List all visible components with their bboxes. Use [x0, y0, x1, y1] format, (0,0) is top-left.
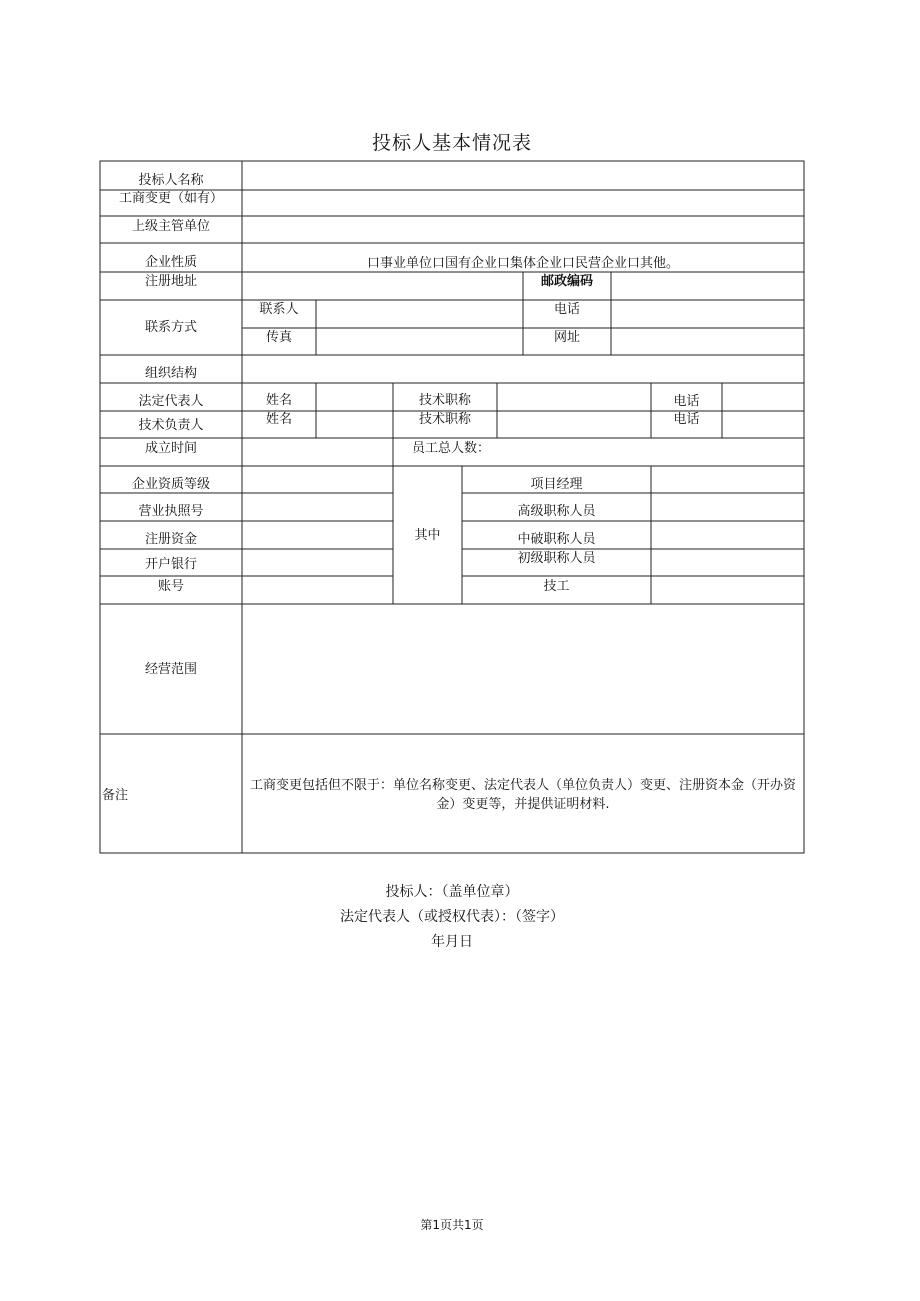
page-number: 第1页共1页: [420, 1218, 484, 1232]
label-established-time: 成立时间: [144, 441, 197, 456]
label-business-scope: 经营范围: [144, 662, 197, 677]
label-website: 网址: [553, 330, 580, 345]
label-fax: 传真: [265, 330, 292, 345]
label-account: 账号: [157, 579, 184, 594]
label-project-manager: 项目经理: [530, 477, 583, 492]
label-legal-rep-name: 姓名: [265, 393, 292, 408]
label-tech-lead: 技术负责人: [138, 418, 204, 433]
label-contact-person: 联系人: [259, 302, 299, 317]
label-tech-lead-phone: 电话: [673, 412, 700, 427]
label-tech-lead-title: 技术职称: [418, 412, 471, 427]
label-senior-title: 高级职称人员: [517, 504, 596, 519]
label-business-change: 工商变更（如有）: [118, 191, 223, 206]
label-legal-rep-title: 技术职称: [418, 393, 471, 408]
label-contact-method: 联系方式: [144, 320, 197, 335]
label-among-them: 其中: [414, 528, 441, 543]
page-title: 投标人基本情况表: [371, 132, 532, 154]
label-remarks: 备注: [102, 788, 129, 803]
label-registered-address: 注册地址: [144, 274, 197, 289]
label-technician: 技工: [543, 579, 570, 594]
label-org-structure: 组织结构: [144, 366, 197, 381]
footer-date: 年月日: [431, 934, 473, 950]
label-enterprise-nature: 企业性质: [144, 255, 197, 270]
label-junior-title: 初级职称人员: [517, 551, 596, 566]
label-phone: 电话: [553, 302, 580, 317]
label-legal-rep: 法定代表人: [138, 394, 204, 409]
label-business-license: 营业执照号: [138, 504, 204, 519]
label-bidder-name: 投标人名称: [138, 173, 204, 188]
enterprise-nature-options: 口事业单位口国有企业口集体企业口民营企业口其他。: [366, 256, 679, 271]
remarks-text: 工商变更包括但不限于：单位名称变更、法定代表人（单位负责人）变更、注册资本金（开办资金）变更等，并提供证明材料.: [249, 778, 796, 812]
label-registered-capital: 注册资金: [144, 532, 197, 547]
label-postal-code: 邮政编码: [540, 274, 593, 289]
footer-bidder-seal: 投标人：（盖单位章）: [385, 884, 519, 900]
label-legal-rep-phone: 电话: [673, 394, 700, 409]
footer-legal-sign: 法定代表人（或授权代表）：（签字）: [340, 909, 564, 925]
label-superior-unit: 上级主管单位: [131, 219, 210, 234]
label-tech-lead-name: 姓名: [265, 412, 292, 427]
label-total-staff: 员工总人数：: [412, 441, 491, 456]
label-qualification-level: 企业资质等级: [131, 477, 210, 492]
label-bank: 开户银行: [144, 557, 197, 572]
label-middle-title: 中破职称人员: [517, 532, 596, 547]
